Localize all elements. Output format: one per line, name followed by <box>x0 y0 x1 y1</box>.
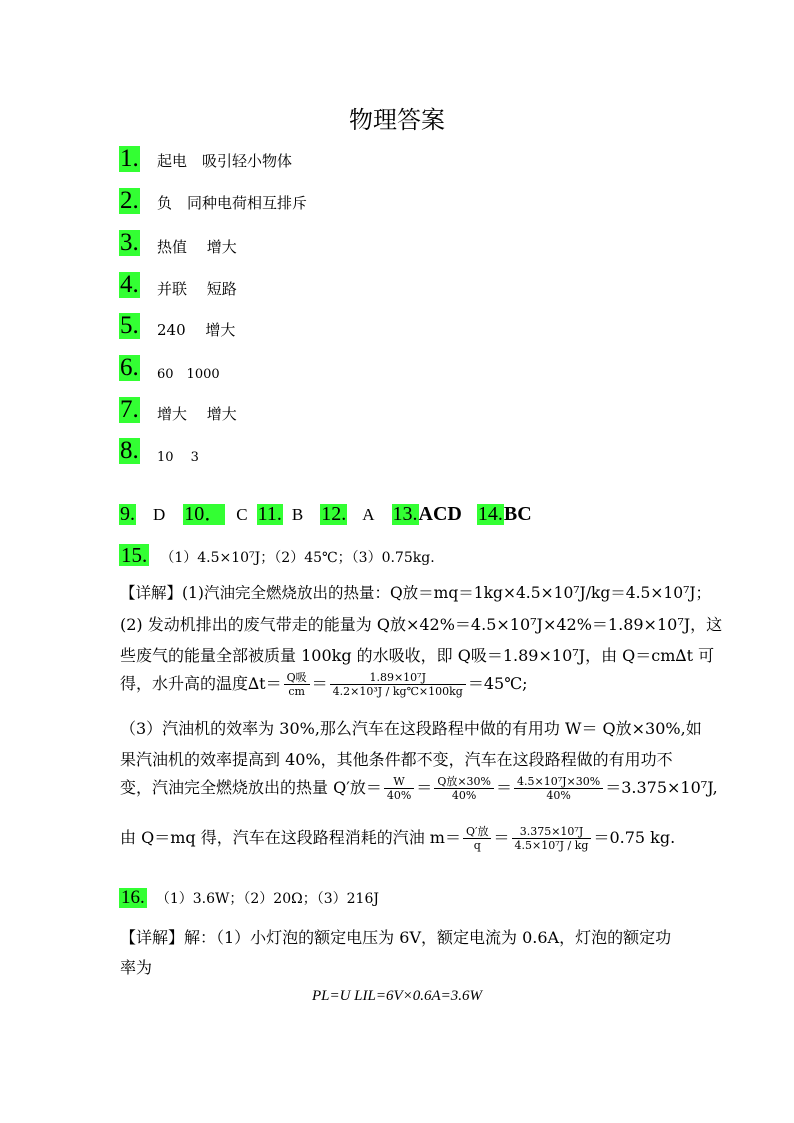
fraction <box>463 825 492 852</box>
question-number: 6. <box>120 354 139 381</box>
question-number: 4. <box>120 271 139 298</box>
fraction-bottom: 4.5×10⁷J / kg <box>514 839 589 853</box>
q15-text: ＝0.75 kg. <box>593 828 676 848</box>
q15-text: 得，水升高的温度∆t＝ <box>120 674 282 694</box>
q16-header <box>119 888 379 908</box>
answer-text: 60 1000 <box>157 367 220 382</box>
answer-text: 起电 吸引轻小物体 <box>157 152 293 170</box>
answer-text: 热值 增大 <box>157 238 237 256</box>
fraction-bottom: 4.2×10³J / kg℃×100kg <box>332 685 463 699</box>
question-number: 15. <box>121 543 148 567</box>
answer-row <box>119 187 308 214</box>
q15-line: (2) 发动机排出的废气带走的能量为 Q放×42%＝4.5×10⁷J×42%＝1.89×10⁷J，这 <box>120 615 723 634</box>
question-number: 10． <box>184 503 225 525</box>
question-number: 13. <box>392 503 418 525</box>
fraction-top: W <box>384 775 414 789</box>
fraction <box>330 671 466 698</box>
fraction-bottom: q <box>473 839 481 853</box>
question-number: 14. <box>477 503 503 525</box>
question-number: 11. <box>257 503 282 525</box>
answer-row <box>119 354 220 382</box>
q15-line-fraction: 变，汽油完全燃烧放出的热量 Q′放＝ $\frac{W}{40\%}$ ＝ $\frac{\text{Q放×30\%}}{40\%}$ ＝ $\frac{\text{4.5×10⁷J×30\%}}{40\%}$ ＝3.375×10⁷J, <box>120 775 718 803</box>
question-number: 3. <box>120 229 139 256</box>
fraction-bottom: 40% <box>451 789 477 803</box>
answer-text: 并联 短路 <box>157 280 237 298</box>
q16-line: 率为 <box>120 958 153 977</box>
fraction <box>514 775 603 802</box>
answer-text: 增大 增大 <box>157 405 237 423</box>
q15-line-fraction: 由 Q＝mq 得，汽车在这段路程消耗的汽油 m＝ $\frac{\text{Q′放}}{q}$ ＝ $\frac{\text{3.375×10⁷J}}{\text{4.5×10⁷J / kg}}$ ＝0.75 kg. <box>120 825 676 853</box>
fraction <box>512 825 592 852</box>
answer-row <box>119 145 293 172</box>
question-number: 16. <box>121 887 145 908</box>
q16-line: 【详解】解：（1）小灯泡的额定电压为 6V，额定电流为 0.6A，灯泡的额定功 <box>120 928 672 947</box>
page-title: 物理答案 <box>349 106 445 134</box>
fraction-top: Q吸 <box>284 671 310 685</box>
mcq-answer: B <box>291 505 304 524</box>
fraction-top: 3.375×10⁷J <box>512 825 592 839</box>
q15-answer: （1）4.5×10⁷J；（2）45℃；（3）0.75kg. <box>160 550 435 566</box>
q16-answer: （1）3.6W；（2）20Ω；（3）216J <box>155 891 379 907</box>
answer-row <box>119 312 236 339</box>
question-number: 12. <box>321 503 347 525</box>
q15-line: 【详解】(1)汽油完全燃烧放出的热量：Q放＝mq＝1kg×4.5×10⁷J/kg＝4.5×10⁷J； <box>120 584 712 602</box>
answer-text: 负 同种电荷相互排斥 <box>157 194 308 212</box>
fraction <box>434 775 494 802</box>
fraction <box>284 671 310 698</box>
mcq-answer: D <box>153 505 166 524</box>
q15-line: 果汽油机的效率提高到 40%，其他条件都不变，汽车在这段路程做的有用功不 <box>120 750 673 769</box>
mcq-answers <box>119 503 532 526</box>
question-number: 7. <box>120 396 139 423</box>
answer-text: 240 增大 <box>157 321 236 339</box>
fraction <box>384 775 414 802</box>
fraction-top: 1.89×10⁷J <box>330 671 466 685</box>
answer-row <box>119 396 237 423</box>
q15-text: 变，汽油完全燃烧放出的热量 Q′放＝ <box>120 778 382 798</box>
fraction-bottom: 40% <box>546 789 571 803</box>
mcq-answer: BC <box>503 503 532 525</box>
mcq-answer: ACD <box>418 503 462 525</box>
q15-header <box>119 544 435 567</box>
q15-line-fraction: 得，水升高的温度∆t＝ $\frac{\text{Q吸}}{cm}$ ＝ $\frac{\text{1.89×10⁷J}}{\text{4.2×10³J / kg℃×100kg}}$ ＝45℃; <box>120 671 528 699</box>
q15-line: 些废气的能量全部被质量 100kg 的水吸收，即 Q吸＝1.89×10⁷J，由 Q＝cm∆t 可 <box>120 646 715 665</box>
fraction-bottom: cm <box>288 685 305 699</box>
q15-text: ＝45℃; <box>467 674 528 694</box>
question-number: 9. <box>120 503 135 525</box>
question-number: 5. <box>120 312 139 339</box>
question-number: 8. <box>120 437 139 464</box>
fraction-top: Q放×30% <box>434 775 494 789</box>
question-number: 1. <box>120 145 139 172</box>
answer-row <box>119 437 199 465</box>
fraction-top: Q′放 <box>463 825 492 839</box>
q15-text: ＝3.375×10⁷J, <box>605 778 718 798</box>
answer-row <box>119 271 237 298</box>
mcq-answer: A <box>362 505 375 524</box>
q16-formula: PL=U LIL=6V×0.6A=3.6W <box>311 988 483 1004</box>
answer-text: 10 3 <box>157 450 199 465</box>
fraction-top: 4.5×10⁷J×30% <box>514 775 603 789</box>
q15-line: （3）汽油机的效率为 30%,那么汽车在这段路程中做的有用功 W＝ Q放×30%,如 <box>120 719 702 738</box>
question-number: 2. <box>120 187 139 214</box>
answer-row <box>119 229 237 256</box>
fraction-bottom: 40% <box>386 789 412 803</box>
mcq-answer: C <box>236 505 248 524</box>
q15-text: 由 Q＝mq 得，汽车在这段路程消耗的汽油 m＝ <box>120 828 461 848</box>
